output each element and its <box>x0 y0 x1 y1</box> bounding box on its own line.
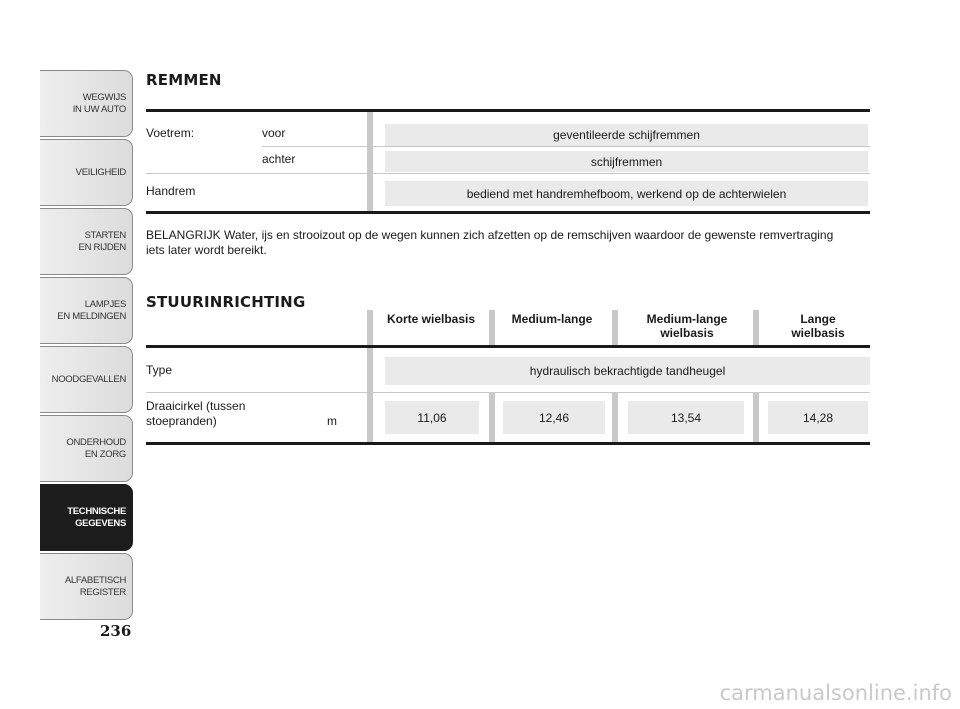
row-label-voetrem: Voetrem: <box>146 126 195 140</box>
row-sublabel-voor: voor <box>262 126 286 140</box>
bottom-rule <box>146 442 870 445</box>
tab-label: WEGWIJS <box>82 91 126 103</box>
row-label-draaicirkel: Draaicirkel (tussen <box>146 399 246 413</box>
tab-label: EN MELDINGEN <box>57 310 126 322</box>
row-unit: m <box>327 414 337 428</box>
row-label-draaicirkel-2: stoepranden) <box>146 414 217 428</box>
column-header-line: wielbasis <box>660 326 714 340</box>
row-sublabel-achter: achter <box>262 152 296 166</box>
column-header-line: wielbasis <box>791 326 845 340</box>
column-header <box>496 312 608 326</box>
value-achter: schijfremmen <box>385 151 868 172</box>
tab-onderhoud[interactable] <box>40 415 133 482</box>
tab-label: ONDERHOUD <box>66 436 126 448</box>
column-divider <box>753 310 759 346</box>
section-title-brakes: REMMEN <box>146 71 222 89</box>
tab-label: IN UW AUTO <box>72 103 126 115</box>
value-turning-lange: 14,28 <box>768 401 868 434</box>
tab-noodgevallen[interactable] <box>40 346 133 413</box>
value-turning-korte: 11,06 <box>385 401 479 434</box>
row-label-handrem: Handrem <box>146 184 196 198</box>
column-divider <box>367 310 373 444</box>
column-divider <box>489 310 495 346</box>
tab-label: ALFABETISCH <box>64 574 126 586</box>
tab-technische-gegevens[interactable] <box>40 484 133 551</box>
tab-starten[interactable] <box>40 208 133 275</box>
value-type: hydraulisch bekrachtigde tandheugel <box>385 357 870 385</box>
bottom-rule <box>146 211 870 214</box>
column-header <box>622 312 752 340</box>
page-number: 236 <box>100 622 132 640</box>
watermark: carmanualsonline.info <box>719 681 952 705</box>
tab-label: STARTEN <box>84 229 126 241</box>
value-handrem: bediend met handremhefboom, werkend op de achterwielen <box>385 181 868 206</box>
tab-label: EN RIJDEN <box>78 241 126 253</box>
tab-lampjes[interactable] <box>40 277 133 344</box>
column-divider <box>612 310 618 346</box>
column-divider <box>612 392 618 444</box>
tab-label: NOODGEVALLEN <box>51 373 126 385</box>
note-text: BELANGRIJK Water, ijs en strooizout op de wegen kunnen zich afzetten op de remschijven waardoor de gewenste remvertraging iets later wordt bereikt. <box>146 228 834 257</box>
column-header-line: Medium-lange <box>511 312 593 326</box>
value-turning-medium: 12,46 <box>503 401 605 434</box>
tab-label: REGISTER <box>79 586 126 598</box>
tab-label: EN ZORG <box>84 448 126 460</box>
tab-label: VEILIGHEID <box>75 166 126 178</box>
value-voor: geventileerde schijfremmen <box>385 124 868 146</box>
tab-veiligheid[interactable] <box>40 139 133 206</box>
top-rule <box>146 109 870 112</box>
section-title-steering: STUURINRICHTING <box>146 293 306 311</box>
row-separator <box>146 392 870 393</box>
tab-label: LAMPJES <box>84 298 126 310</box>
column-header-line: Korte wielbasis <box>386 312 476 326</box>
column-divider <box>489 392 495 444</box>
row-label-type: Type <box>146 363 173 377</box>
tab-alfabetisch-register[interactable] <box>40 553 133 620</box>
column-header-line: Medium-lange <box>646 312 728 326</box>
column-header <box>375 312 487 326</box>
row-separator <box>262 146 870 147</box>
column-divider <box>753 392 759 444</box>
tab-wegwijs[interactable] <box>40 70 133 137</box>
value-turning-medium-wielbasis: 13,54 <box>628 401 744 434</box>
tab-label: TECHNISCHE <box>67 505 126 517</box>
column-divider <box>367 112 373 212</box>
column-header <box>762 312 874 340</box>
header-rule <box>146 345 870 348</box>
column-header-line: Lange <box>800 312 836 326</box>
row-separator <box>146 173 870 174</box>
tab-label: GEGEVENS <box>75 517 126 529</box>
